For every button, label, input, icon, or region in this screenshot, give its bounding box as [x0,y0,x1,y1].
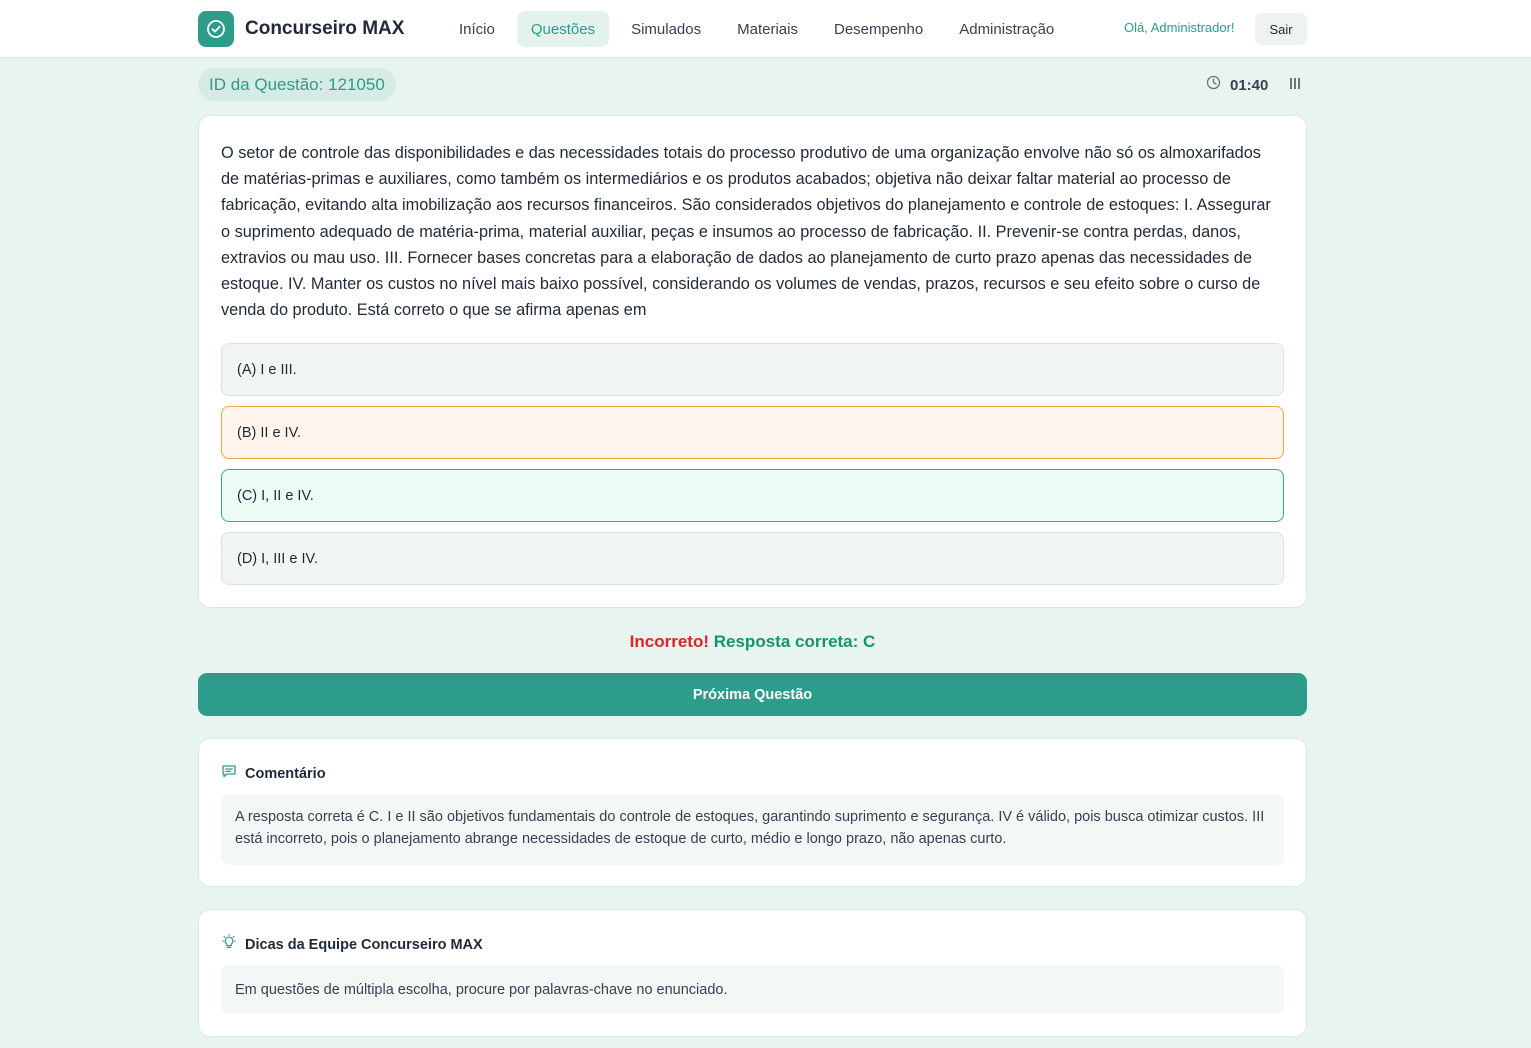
brand-name: Concurseiro MAX [245,18,405,39]
question-statement: O setor de controle das disponibilidades e das necessidades totais do processo produtivo de uma organização envolve não só os almoxarifados de matérias-primas e auxiliares, como também os intermediários e os produtos acabados; objetiva não deixar faltar material ao processo de fabricação, evitando alta imobilização aos recursos financeiros. São considerados objetivos do planejamento e controle de estoques: I. Assegurar o suprimento adequado de matéria-prima, material auxiliar, peças e insumos ao processo de fabricação. II. Prevenir-se contra perdas, danos, extravios ou mau uso. III. Fornecer bases concretas para a elaboração de dados ao planejamento de curto prazo apenas das necessidades de estoque. IV. Manter os custos no nível mais baixo possível, considerando os volumes de vendas, prazos, recursos e seu efeito sobre o curso de venda do produto. Está correto o que se afirma apenas em [221,144,1271,320]
tips-text: Em questões de múltipla escolha, procure por palavras-chave no enunciado. [221,965,1284,1014]
nav-item-administracao[interactable]: Administração [959,20,1055,38]
comment-title: Comentário [245,765,326,782]
option-b[interactable]: (B) II e IV. [221,406,1284,459]
comment-text: A resposta correta é C. I e II são objetivos fundamentais do controle de estoques, garantindo suprimento e segurança. IV é válido, pois busca otimizar custos. III está incorreto, pois o planejamento abrange necessidades de estoque de curto, médio e longo prazo, não apenas curto. [221,794,1284,865]
main-nav [445,11,1076,47]
top-navbar [0,0,1531,58]
question-card [198,115,1307,608]
brand[interactable] [198,11,404,47]
clock-icon [1206,75,1221,95]
nav-item-inicio[interactable]: Início [459,20,495,38]
timer-value: 01:40 [1230,76,1269,94]
result-status: Incorreto! [629,632,710,651]
pause-icon[interactable] [1290,78,1302,89]
tips-title: Dicas da Equipe Concurseiro MAX [245,936,483,953]
check-circle-icon [198,11,234,47]
lightbulb-icon [221,934,237,955]
option-d[interactable]: (D) I, III e IV. [221,532,1284,585]
nav-item-questoes[interactable]: Questões [517,11,609,47]
question-id-badge: ID da Questão: 121050 [198,68,396,101]
comment-card [198,738,1307,887]
message-square-icon [221,763,237,784]
option-a[interactable]: (A) I e III. [221,343,1284,396]
option-c[interactable]: (C) I, II e IV. [221,469,1284,522]
answer-feedback [0,632,1505,652]
nav-item-desempenho[interactable]: Desempenho [833,20,924,38]
timer [1206,75,1268,95]
user-greeting: Olá, Administrador! [1124,20,1235,35]
nav-item-materiais[interactable]: Materiais [737,20,798,38]
comment-header [221,763,326,784]
tips-card [198,909,1307,1037]
next-question-button[interactable]: Próxima Questão [198,673,1307,716]
correct-answer: Resposta correta: C [713,632,876,651]
tips-header [221,934,483,955]
nav-item-simulados[interactable]: Simulados [631,20,702,38]
logout-button[interactable]: Sair [1255,13,1307,45]
